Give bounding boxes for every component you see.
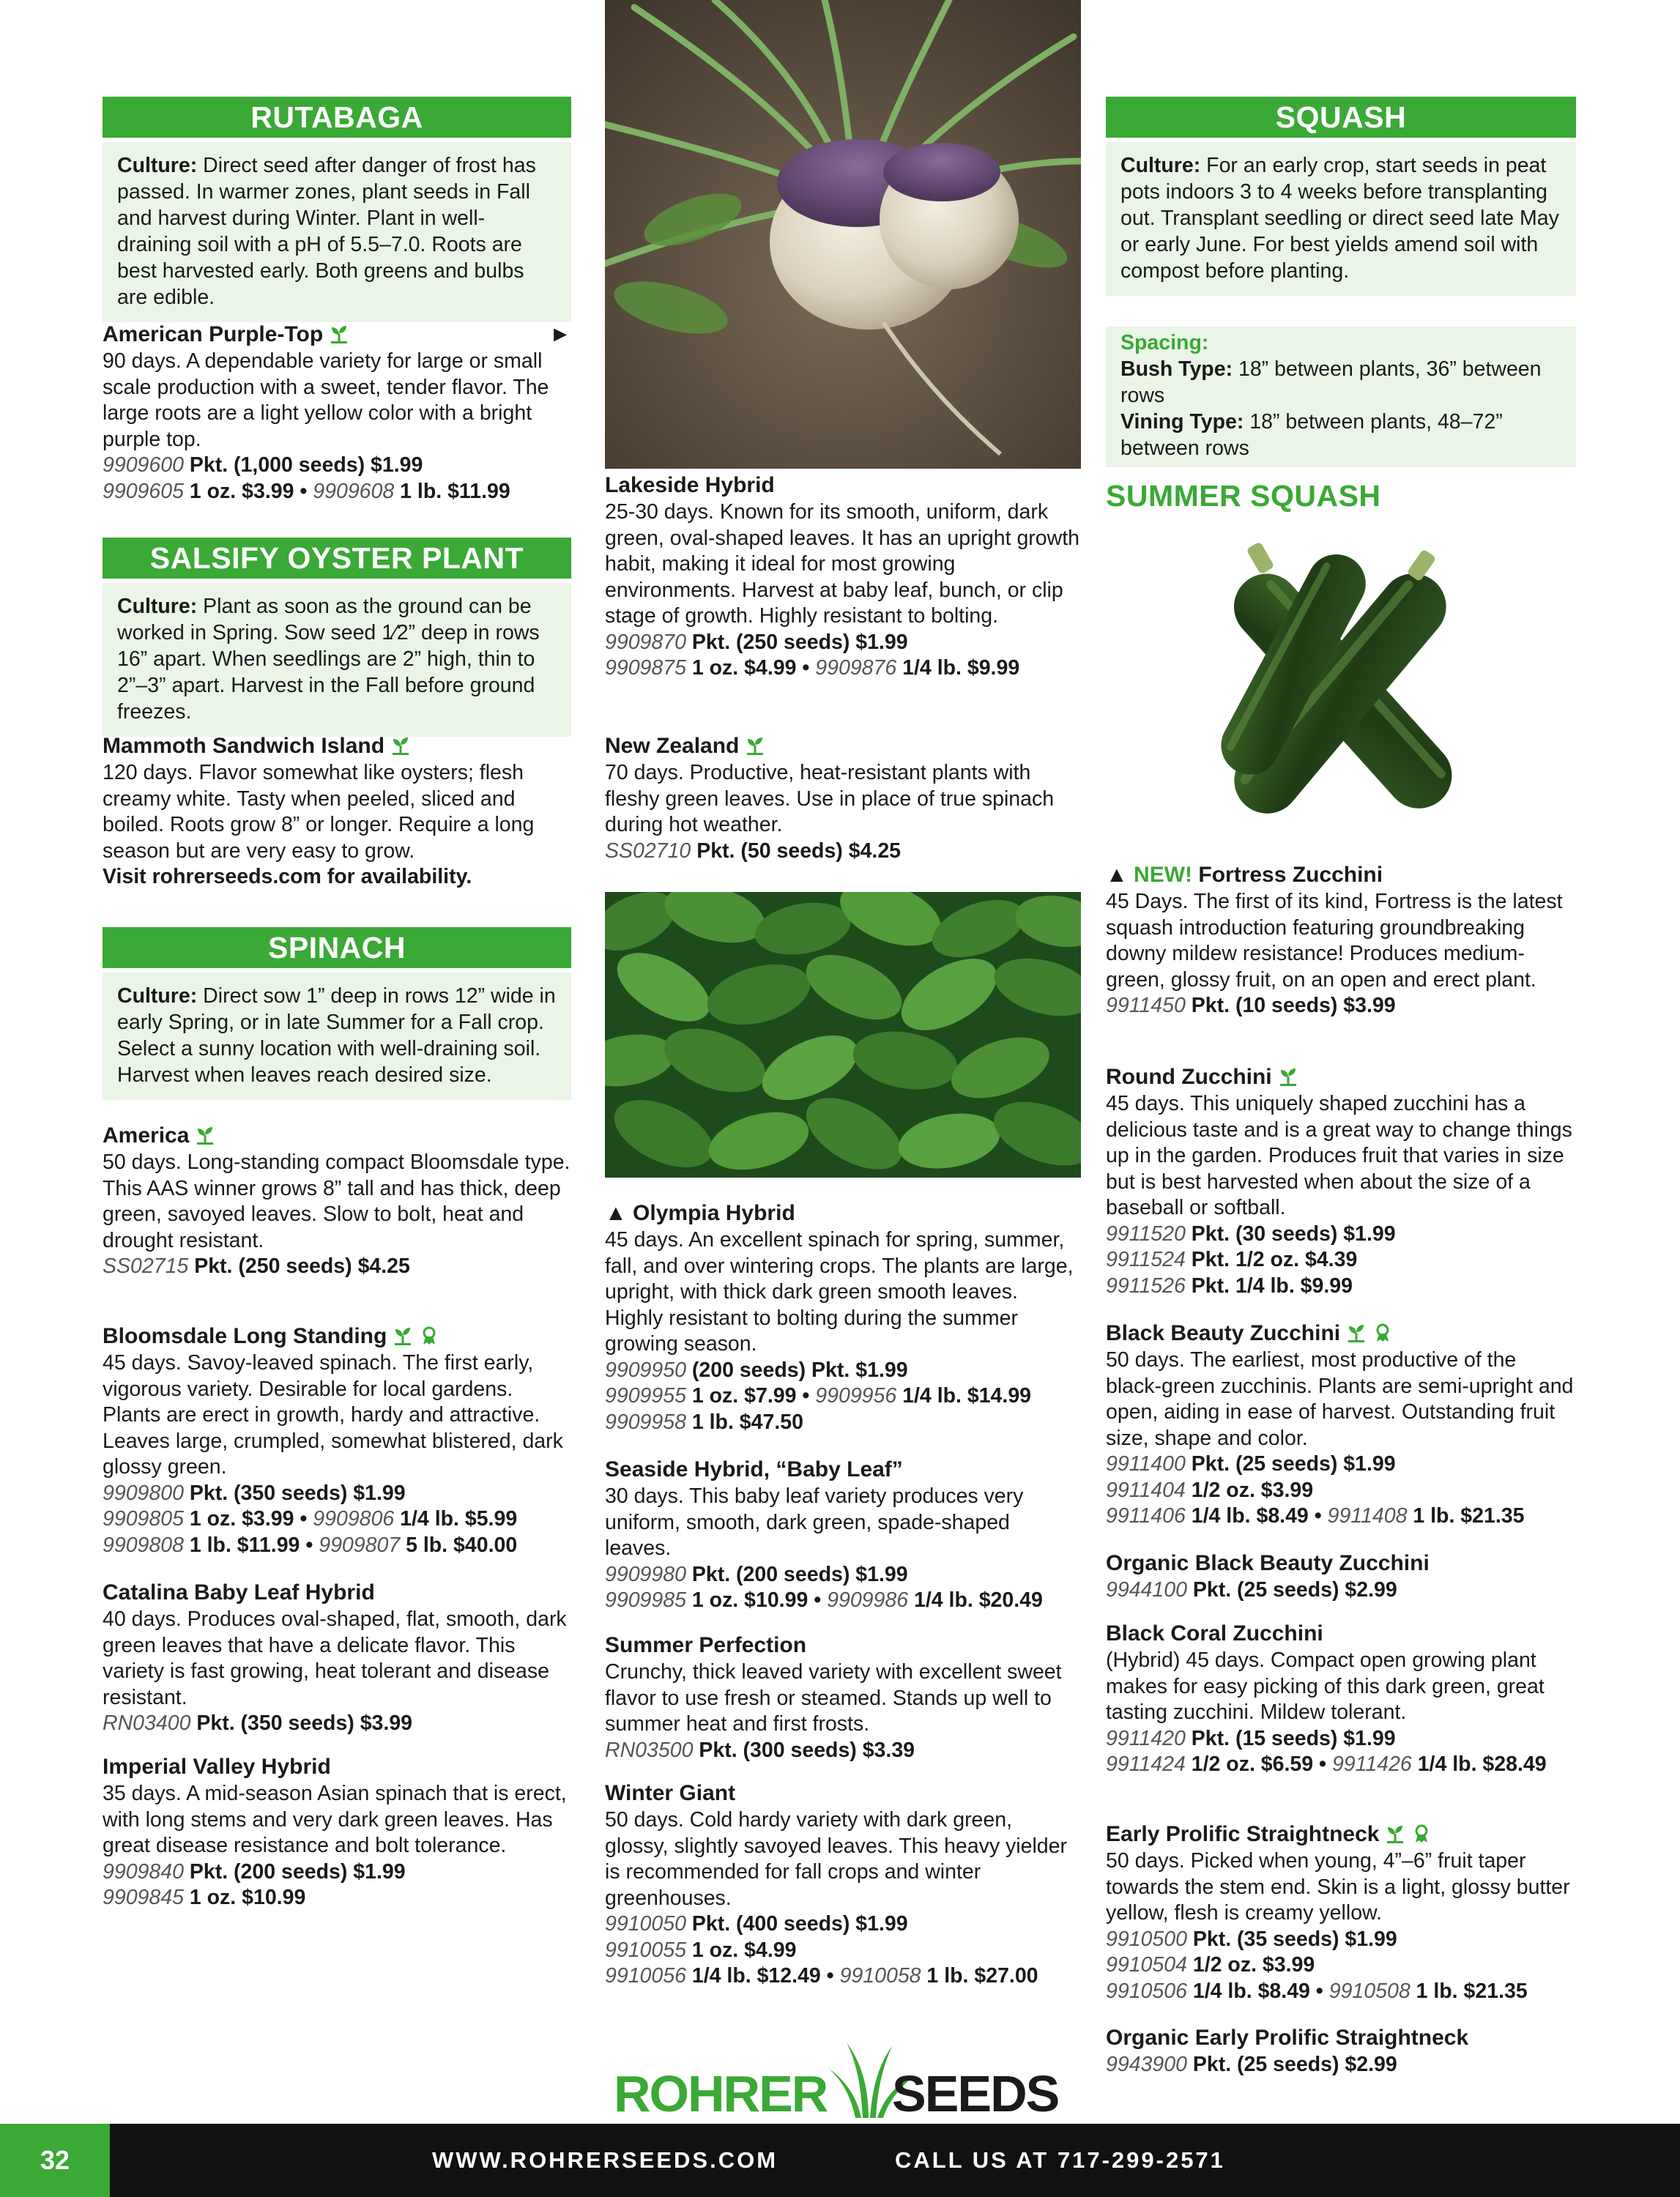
product-title [1106,861,1576,889]
product-description: 35 days. A mid-season Asian spinach that is erect, with long stems and very dark green leaves. Has great disease resistance and bolt tolerance. [103,1782,567,1857]
price-line [103,479,571,505]
price: Pkt. (25 seeds) $2.99 [1186,1578,1397,1602]
price: Pkt. (15 seeds) $1.99 [1185,1726,1396,1750]
sku: 9910500 [1106,1927,1187,1951]
vining-type-line [1120,409,1561,461]
product-description: 50 days. Long-standing compact Bloomsdale type. This AAS winner grows 8” tall and has thick, deep green, savoyed leaves. Slow to bolt, heat and drought resistant. [103,1150,570,1252]
price: Pkt. (35 seeds) $1.99 [1186,1927,1397,1951]
price: Pkt. (250 seeds) $1.99 [685,630,908,654]
product-description: 50 days. The earliest, most productive of the black-green zucchinis. Plants are semi-upright and open, aiding in ease of harvest. Outstanding fruit size, shape and color. [1106,1348,1574,1450]
sku: 9910508 [1328,1979,1410,2003]
price: 1/2 oz. $6.59 • [1185,1752,1332,1776]
product-title [1106,1550,1576,1577]
product-mammoth-sandwich-island [103,732,571,891]
spinach-culture-box [103,973,571,1100]
spacing-block [1106,327,1576,467]
sku: 9911400 [1106,1452,1186,1476]
product-title [1106,1620,1576,1648]
salsify-culture-box [103,583,571,737]
sku: 9909800 [103,1481,184,1505]
price-line [103,1506,571,1533]
award-ribbon-icon [1411,1824,1432,1844]
price-line [605,1562,1081,1588]
product-name: Organic Black Beauty Zucchini [1106,1551,1430,1575]
product-description: 120 days. Flavor somewhat like oysters; flesh creamy white. Tasty when peeled, sliced and boiled. Roots grow 8” or longer. Require a long season but are very easy to grow. [103,761,535,863]
sku: 9909958 [605,1410,686,1434]
product-summer-perfection [605,1632,1081,1763]
price: Pkt. (1,000 seeds) $1.99 [183,453,423,477]
sprout-icon [195,1125,215,1145]
product-title [103,321,571,349]
sku: 9909605 [103,479,184,503]
product-title [1106,1821,1576,1848]
price: 1/4 lb. $20.49 [908,1588,1043,1612]
sku: 9909845 [103,1886,184,1909]
sprout-icon [393,1326,413,1346]
product-description: 45 Days. The first of its kind, Fortress is the latest squash introduction featuring groundbreaking downy mildew resistance! Produces medium-green, glossy fruit, on an open and erect plant. [1106,890,1563,992]
sku: 9909876 [815,656,897,680]
vining-type-label: Vining Type: [1120,410,1244,434]
sku: 9911420 [1106,1726,1186,1750]
price-line [605,1588,1081,1614]
product-name: Organic Early Prolific Straightneck [1106,2026,1469,2050]
price-line [103,1711,571,1737]
rohrer-seeds-logo [605,2039,1081,2121]
price-line [1106,993,1576,1019]
price: Pkt. (350 seeds) $1.99 [183,1481,406,1505]
vining-type-text: 18” between plants, 48–72” between rows [1120,410,1503,460]
product-imperial-valley-hybrid [103,1753,571,1911]
price: 1/4 lb. $28.49 [1411,1752,1547,1776]
price-line [1106,1503,1576,1530]
product-name: American Purple-Top [103,322,324,346]
price: 1/4 lb. $9.99 [896,656,1020,680]
price-line [605,1911,1081,1938]
summer-squash-heading: SUMMER SQUASH [1106,479,1381,513]
product-olympia-hybrid [605,1200,1081,1435]
product-fortress-zucchini [1106,861,1576,1019]
price: 1 oz. $3.99 • [183,1507,313,1531]
sprout-icon [1278,1066,1298,1087]
sku: 9909600 [103,453,184,477]
product-title [605,1200,1081,1227]
product-title [103,1323,571,1350]
sku: 9944100 [1106,1578,1187,1602]
price-line [103,453,571,479]
price: 1 oz. $3.99 • [183,479,313,503]
award-ribbon-icon [419,1326,439,1346]
product-description: 25-30 days. Known for its smooth, uniform, dark green, oval-shaped leaves. It has an upright growth habit, making it ideal for most growing environments. Harvest at baby leaf, bunch, or clip stage of growth. Highly resistant to bolting. [605,500,1079,628]
price-line [1106,1927,1576,1953]
product-new-zealand [605,732,1081,864]
footer-bar [0,2124,1680,2197]
product-name: Summer Perfection [605,1633,807,1657]
award-ribbon-icon [1372,1323,1393,1343]
sku: 9911426 [1331,1752,1412,1776]
price: Pkt. 1/2 oz. $4.39 [1185,1248,1358,1271]
product-description: 90 days. A dependable variety for large or small scale production with a sweet, tender flavor. The large roots are a light yellow color with a bright purple top. [103,349,549,451]
arrow-icon: ► [549,322,571,346]
spinach-header: SPINACH [103,927,571,968]
product-lakeside-hybrid [605,472,1081,682]
culture-text: Direct sow 1” deep in rows 12” wide in early Spring, or in late Summer for a Fall crop. Select a sunny location with well-draining soil. Harvest when leaves reach desired size. [117,984,556,1087]
sprout-icon [390,735,411,756]
product-description: 70 days. Productive, heat-resistant plants with fleshy green leaves. Use in place of true spinach during hot weather. [605,761,1055,836]
sku: 9909955 [605,1384,686,1408]
product-description: Crunchy, thick leaved variety with excellent sweet flavor to use fresh or steamed. Stands up well to summer heat and first frosts. [605,1660,1062,1736]
product-seaside-hybrid [605,1456,1081,1614]
sprout-icon [1385,1824,1405,1844]
sku: 9909840 [103,1859,184,1884]
product-title [605,1456,1081,1484]
product-description: 45 days. Savoy-leaved spinach. The first early, vigorous variety. Desirable for local gardens. Plants are erect in growth, hardy and attractive. Leaves large, crumpled, somewhat blistered, dark glossy green. [103,1351,563,1479]
triangle-marker-icon: ▲ [605,1201,627,1225]
product-description: 45 days. This uniquely shaped zucchini has a delicious taste and is a great way to change things up in the garden. Produces fruit that varies in size but is best harvested when about the size of a baseball or softball. [1106,1092,1572,1219]
price-line [605,1738,1081,1764]
product-title [605,1780,1081,1807]
price: (200 seeds) Pkt. $1.99 [685,1358,908,1382]
product-description: 50 days. Picked when young, 4”–6” fruit taper towards the stem end. Skin is a light, glossy butter yellow, flesh is creamy yellow. [1106,1849,1570,1925]
footer-phone[interactable]: CALL US AT 717-299-2571 [895,2147,1225,2173]
product-america [103,1122,571,1280]
sku: 9909950 [605,1358,686,1382]
culture-text: Plant as soon as the ground can be worked in Spring. Sow seed 1⁄2” deep in rows 16” apart. When seedlings are 2” high, thin to 2”–3” apart. Harvest in the Fall before ground freezes. [117,595,540,724]
product-title [103,1753,571,1781]
price-line [1106,1222,1576,1248]
sku: 9909956 [815,1384,897,1408]
product-name: Early Prolific Straightneck [1106,1822,1380,1846]
sku: 9911408 [1327,1504,1408,1528]
price-line [605,630,1081,656]
sku: 9909985 [605,1588,686,1612]
product-title [103,1122,571,1150]
price: Pkt. (350 seeds) $3.99 [190,1711,413,1735]
sku: 9911404 [1106,1478,1186,1502]
product-black-beauty-zucchini [1106,1320,1576,1530]
product-name: Winter Giant [605,1781,736,1805]
price: Pkt. (200 seeds) $1.99 [685,1562,908,1586]
product-early-prolific-straightneck [1106,1821,1576,2004]
sku: 9911526 [1106,1274,1186,1298]
price-line [605,839,1081,865]
sku: 9909805 [103,1507,184,1531]
culture-label: Culture: [1120,154,1201,177]
product-name: New Zealand [605,734,740,758]
price: Pkt. (25 seeds) $2.99 [1186,2053,1397,2076]
price: 1 oz. $4.99 [685,1938,797,1962]
product-title [103,732,571,760]
sku: 9909870 [605,630,686,654]
sku: SS02710 [605,839,691,863]
sku: 9909608 [313,479,395,503]
price-line [1106,1726,1576,1752]
sku: 9943900 [1106,2053,1187,2076]
spacing-label: Spacing: [1120,331,1209,354]
price: 1 lb. $21.35 [1407,1504,1525,1528]
culture-text: For an early crop, start seeds in peat pots indoors 3 to 4 weeks before transplanting out. Transplant seedling or direct seed late May or early June. For best yields amend soil with compost before planting. [1120,154,1559,283]
price-line [605,1963,1081,1990]
price: Pkt. (25 seeds) $1.99 [1185,1452,1396,1476]
sku: 9910506 [1106,1979,1187,2003]
product-catalina-baby-leaf-hybrid [103,1579,571,1737]
culture-label: Culture: [117,595,198,618]
price: 1 oz. $4.99 • [685,656,816,680]
product-title [1106,1320,1576,1347]
product-name: Bloomsdale Long Standing [103,1324,387,1348]
product-name: Seaside Hybrid, “Baby Leaf” [605,1457,903,1482]
product-winter-giant [605,1780,1081,1990]
price-line [1106,1451,1576,1478]
availability-note: Visit rohrerseeds.com for availability. [103,865,472,888]
sku: RN03500 [605,1738,694,1762]
product-name: Round Zucchini [1106,1065,1272,1089]
sku: 9911424 [1106,1752,1186,1776]
product-name: America [103,1123,190,1148]
sku: 9910056 [605,1964,686,1988]
product-organic-early-prolific-straightneck [1106,2024,1576,2078]
price-line [103,1533,571,1559]
product-description: 50 days. Cold hardy variety with dark green, glossy, slightly savoyed leaves. This heavy yielder is recommended for fall crops and winter greenhouses. [605,1808,1067,1910]
price: 1 lb. $27.00 [921,1964,1038,1988]
price: 1 lb. $11.99 [394,479,510,503]
price: Pkt. 1/4 lb. $9.99 [1185,1274,1353,1298]
price-line [1106,1952,1576,1979]
squash-culture-box [1106,142,1576,296]
product-title [103,1579,571,1607]
price: Pkt. (50 seeds) $4.25 [691,839,902,863]
product-name: Lakeside Hybrid [605,473,775,497]
price: 1 oz. $7.99 • [685,1384,816,1408]
sprout-icon [329,324,349,344]
bush-type-label: Bush Type: [1120,357,1233,381]
sku: 9910504 [1106,1953,1187,1977]
price-line [605,1938,1081,1964]
product-name: Imperial Valley Hybrid [103,1755,331,1779]
product-title [605,1632,1081,1659]
price: Pkt. (250 seeds) $4.25 [188,1254,410,1278]
product-american-purple-top [103,321,571,505]
price-line [605,1410,1081,1436]
product-bloomsdale-long-standing [103,1323,571,1558]
zucchini-photo [1179,529,1501,858]
product-black-coral-zucchini [1106,1620,1576,1778]
product-title [1106,1063,1576,1091]
price-line [1106,1274,1576,1300]
sku: 9910058 [839,1964,921,1988]
price: Pkt. (300 seeds) $3.39 [693,1738,915,1762]
product-title [605,732,1081,760]
price: 1 oz. $10.99 [183,1886,306,1909]
sku: 9909807 [319,1533,401,1557]
rutabaga-image [605,0,1081,469]
product-description: 30 days. This baby leaf variety produces very uniform, smooth, dark green, spade-shaped leaves. [605,1484,1024,1560]
price-line [103,1885,571,1911]
price-line [1106,1247,1576,1274]
sku: 9909980 [605,1562,686,1586]
sku: SS02715 [103,1254,189,1278]
price: 1/4 lb. $5.99 [394,1507,518,1531]
rutabaga-header: RUTABAGA [103,97,571,138]
price: 5 lb. $40.00 [400,1533,518,1557]
price-line [1106,2052,1576,2078]
sku: 9909808 [103,1533,184,1557]
bush-type-text: 18” between plants, 36” between rows [1120,357,1542,407]
sku: RN03400 [103,1711,191,1735]
price: 1/2 oz. $3.99 [1186,1953,1315,1977]
page-number: 32 [0,2124,110,2197]
price: Pkt. (30 seeds) $1.99 [1185,1222,1396,1246]
product-description: (Hybrid) 45 days. Compact open growing plant makes for easy picking of this dark green, great tasting zucchini. Mildew tolerant. [1106,1648,1545,1724]
price-line [1106,1979,1576,2005]
sku: 9911524 [1106,1248,1186,1271]
culture-label: Culture: [117,154,198,177]
logo-text-seeds: SEEDS [892,2065,1059,2122]
price: Pkt. (200 seeds) $1.99 [183,1859,406,1884]
price-line [1106,1752,1576,1778]
product-name: Catalina Baby Leaf Hybrid [103,1580,375,1605]
spinach-photo [605,892,1081,1178]
price-line [103,1254,571,1280]
product-name: Olympia Hybrid [633,1201,795,1225]
logo-text-rohrer: ROHRER [614,2065,828,2122]
squash-header: SQUASH [1106,97,1576,138]
product-name: Mammoth Sandwich Island [103,734,385,758]
product-title [605,472,1081,499]
culture-text: Direct seed after danger of frost has passed. In warmer zones, plant seeds in Fall and harvest during Winter. Plant in well-draining soil with a pH of 5.5–7.0. Roots are best harvested early. Both greens and bulbs are edible. [117,154,536,309]
spinach-image [605,892,1081,1178]
price: 1/4 lb. $8.49 • [1186,1979,1329,2003]
price-line [1106,1577,1576,1604]
product-name: Black Coral Zucchini [1106,1621,1323,1646]
sku: 9909875 [605,656,686,680]
culture-label: Culture: [117,984,198,1008]
price-line [605,1358,1081,1384]
price: 1 lb. $47.50 [685,1410,803,1434]
price: Pkt. (10 seeds) $3.99 [1185,994,1396,1017]
price: Pkt. (400 seeds) $1.99 [685,1912,908,1936]
footer-website-link[interactable]: WWW.ROHRERSEEDS.COM [432,2147,778,2173]
sku: 9909986 [827,1588,909,1612]
rutabaga-culture-box [103,142,571,322]
sku: 9911450 [1106,994,1186,1017]
price: 1/2 oz. $3.99 [1185,1478,1314,1502]
price-line [103,1859,571,1886]
price: 1/4 lb. $12.49 • [685,1964,840,1988]
product-name: Black Beauty Zucchini [1106,1321,1341,1345]
product-title [1106,2024,1576,2052]
price: 1 oz. $10.99 • [685,1588,828,1612]
zucchini-image [1179,529,1501,858]
price: 1/4 lb. $8.49 • [1185,1504,1328,1528]
new-badge: NEW! [1134,863,1193,887]
product-organic-black-beauty-zucchini [1106,1550,1576,1604]
sku: 9911406 [1106,1504,1186,1528]
price-line [605,1383,1081,1410]
product-description: 45 days. An excellent spinach for spring, summer, fall, and over wintering crops. The plants are large, upright, with thick dark green smooth leaves. Highly resistant to bolting during the summer growing season. [605,1228,1074,1356]
triangle-marker-icon: ▲ [1106,863,1128,887]
price: 1/4 lb. $14.99 [896,1384,1032,1408]
price-line [1106,1478,1576,1504]
price-line [103,1481,571,1507]
sprout-icon [1346,1323,1367,1343]
rutabaga-photo [605,0,1081,469]
product-description: 40 days. Produces oval-shaped, flat, smooth, dark green leaves that have a delicate flavor. This variety is fast growing, heat tolerant and disease resistant. [103,1607,567,1709]
price: 1 lb. $21.35 [1410,1979,1528,2003]
sku: 9910055 [605,1938,686,1962]
product-round-zucchini [1106,1063,1576,1299]
product-name: Fortress Zucchini [1198,863,1383,887]
sku: 9911520 [1106,1222,1186,1246]
bush-type-line [1120,356,1561,409]
sku: 9910050 [605,1912,686,1936]
price: 1 lb. $11.99 • [183,1533,319,1557]
price-line [605,655,1081,682]
sku: 9909806 [313,1507,395,1531]
salsify-header: SALSIFY OYSTER PLANT [103,538,571,579]
sprout-icon [745,735,765,756]
